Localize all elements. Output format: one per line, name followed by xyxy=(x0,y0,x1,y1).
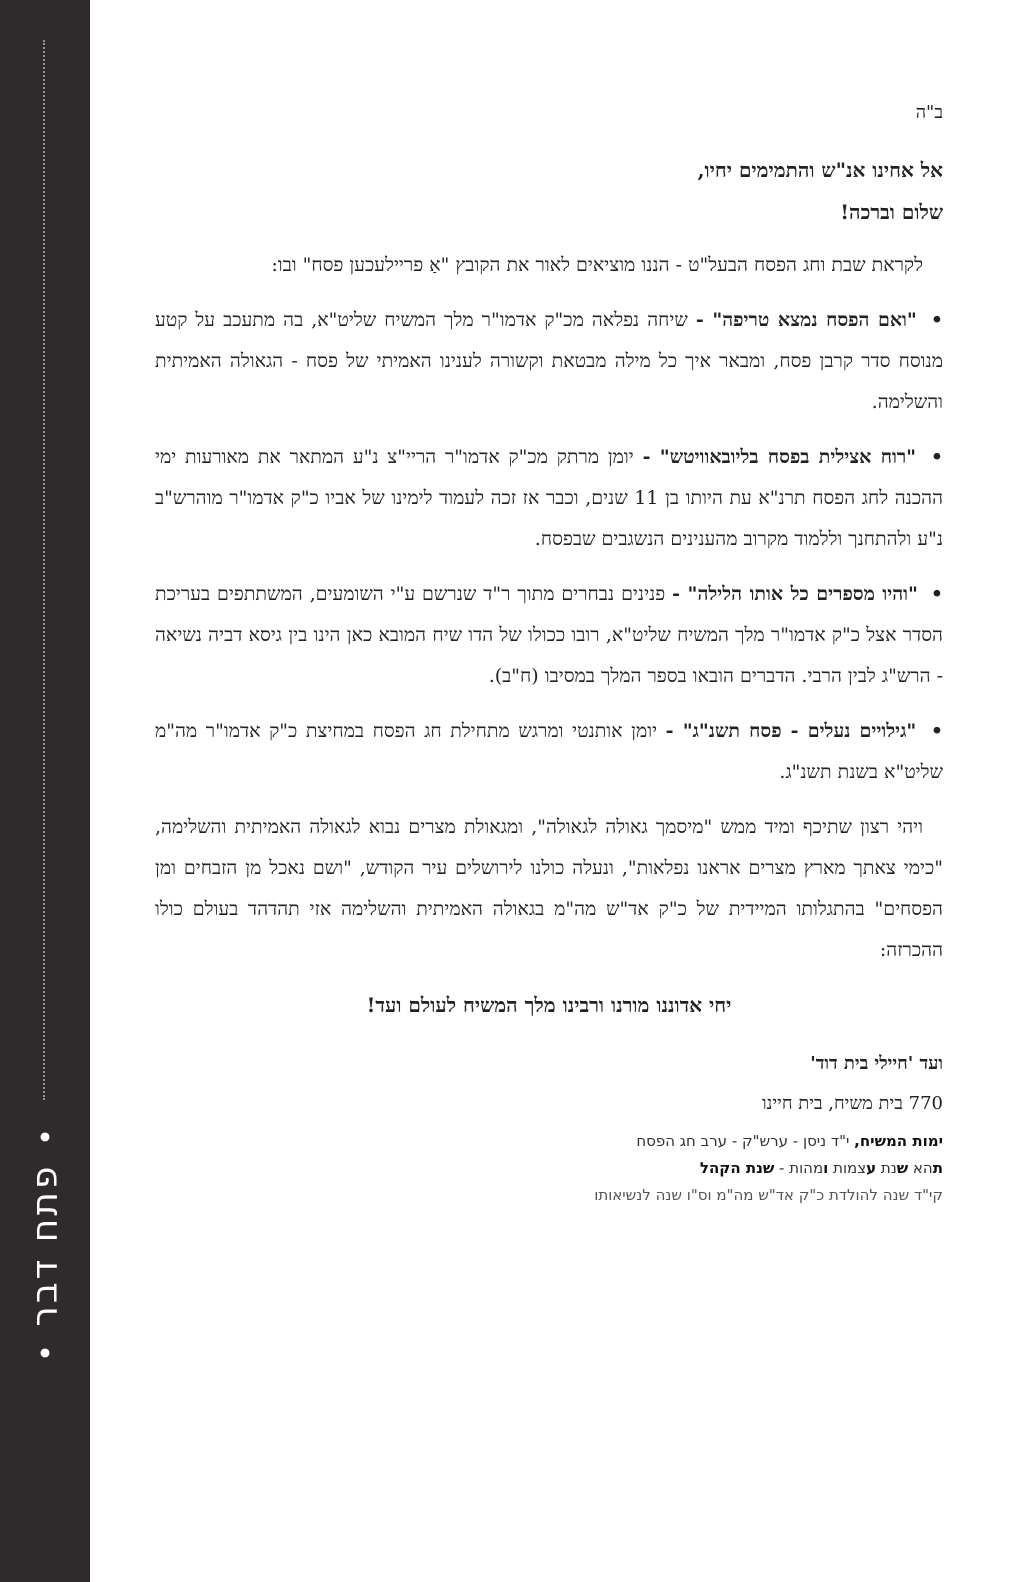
bullet-icon: • xyxy=(930,309,944,331)
list-item xyxy=(155,711,943,793)
closing-paragraph: ויהי רצון שתיכף ומיד ממש "מיסמך גאולה לגאולה", ומגאולת מצרים נבוא לגאולה האמיתית והשלימה, "כימי צאתך מארץ מצרים אראנו נפלאות", ונעלה כולנו לירושלים עיר הקודש, "ושם נאכל מן הזבחים ומן הפסחים" בהתגלותו המיידית של כ"ק אד"ש מה"מ בגאולה האמיתית והשלימה אזי תהדהד בעולם כולו ההכרזה: xyxy=(155,816,943,961)
sidebar-title xyxy=(25,1133,66,1358)
greeting-line-1: אל אחינו אנ"ש והתמימים יחיו, xyxy=(697,158,943,182)
bullet-icon: • xyxy=(930,583,943,605)
dateline-emphasis: שנת הקהל xyxy=(699,1159,775,1177)
item-text: יומן אותנטי ומרגש מתחילת חג הפסח במחיצת כ"ק אדמו"ר מה"מ שליט"א בשנת תשנ"ג. xyxy=(155,720,943,783)
dateline-emphasis: ת xyxy=(932,1159,943,1177)
dateline-emphasis: ע xyxy=(866,1159,877,1177)
list-item xyxy=(155,437,943,560)
dateline-line-3: קי"ד שנה להולדת כ"ק אד"ש מה"מ וס"ו שנה לנשיאותו xyxy=(594,1186,943,1204)
dateline-text: י"ד ניסן - ערש"ק - ערב חג הפסח xyxy=(636,1132,855,1150)
bullet-icon: • xyxy=(930,720,943,742)
item-title: "ואם הפסח נמצא טריפה" - xyxy=(695,309,917,331)
greeting xyxy=(155,149,943,233)
sidebar xyxy=(0,0,90,1582)
item-title: "רוח אצילית בפסח בליובאוויטש" - xyxy=(642,446,917,468)
item-title: "גילויים נעלים - פסח תשנ"ג" - xyxy=(665,720,917,742)
letter-body xyxy=(155,92,943,1209)
item-title: "והיו מספרים כל אותו הלילה" - xyxy=(672,583,918,605)
dateline xyxy=(513,1128,943,1209)
signature: ועד 'חיילי בית דוד' xyxy=(810,1053,943,1074)
item-text: פנינים נבחרים מתוך ר"ד שנרשם ע"י השומעים, המשתתפים בעריכת הסדר אצל כ"ק אדמו"ר מלך המשיח שליט"א, רובו ככולו של הדו שיח המובא כאן הינו בין גיסא דביה נשיאה - הרש"ג לבין הרבי. הדברים הובאו בספר המלך במסיבו (ח"ב). xyxy=(155,583,943,687)
dateline-emphasis: ו xyxy=(823,1159,829,1177)
dateline-emphasis: ש xyxy=(896,1159,909,1177)
yechi-proclamation: יחי אדוננו מורנו ורבינו מלך המשיח לעולם ועד! xyxy=(366,993,732,1017)
bullet-icon: • xyxy=(930,446,944,468)
sidebar-title-text: פתח דבר xyxy=(24,1163,66,1327)
address: 770 בית משיח, בית חיינו xyxy=(761,1093,943,1114)
dateline-text: הא xyxy=(908,1159,933,1177)
greeting-line-2: שלום וברכה! xyxy=(840,200,943,224)
dot-icon xyxy=(41,1133,50,1142)
dateline-line-2 xyxy=(513,1155,943,1182)
dateline-emphasis: ימות המשיח, xyxy=(854,1132,943,1150)
list-item xyxy=(155,574,943,697)
dateline-text: נת xyxy=(876,1159,897,1177)
dateline-line-1 xyxy=(513,1128,943,1155)
dateline-text: צמות xyxy=(828,1159,867,1177)
list-item xyxy=(155,300,943,423)
dot-icon xyxy=(41,1348,50,1357)
dotted-divider xyxy=(43,40,45,1100)
bh-header: ב"ה xyxy=(915,102,943,123)
item-text: יומן מרתק מכ"ק אדמו"ר הריי"צ נ"ע המתאר את מאורעות ימי ההכנה לחג הפסח תרנ"א עת היותו בן 11 שנים, וכבר אז זכה לעמוד לימינו של אביו כ"ק אדמו"ר מוהרש"ב נ"ע ולהתחנך וללמוד מקרוב מהענינים הנשגבים שבפסח. xyxy=(155,446,943,550)
dateline-text: מהות - xyxy=(774,1159,824,1177)
intro-paragraph: לקראת שבת וחג הפסח הבעל"ט - הננו מוציאים לאור את הקובץ "אַ פריילעכען פסח" ובו: xyxy=(271,254,923,276)
item-text: שיחה נפלאה מכ"ק אדמו"ר מלך המשיח שליט"א, בה מתעכב על קטע מנוסח סדר קרבן פסח, ומבאר איך כל מילה מבטאת וקשורה לענינו האמיתי של פסח - הגאולה האמיתית והשלימה. xyxy=(155,309,943,413)
